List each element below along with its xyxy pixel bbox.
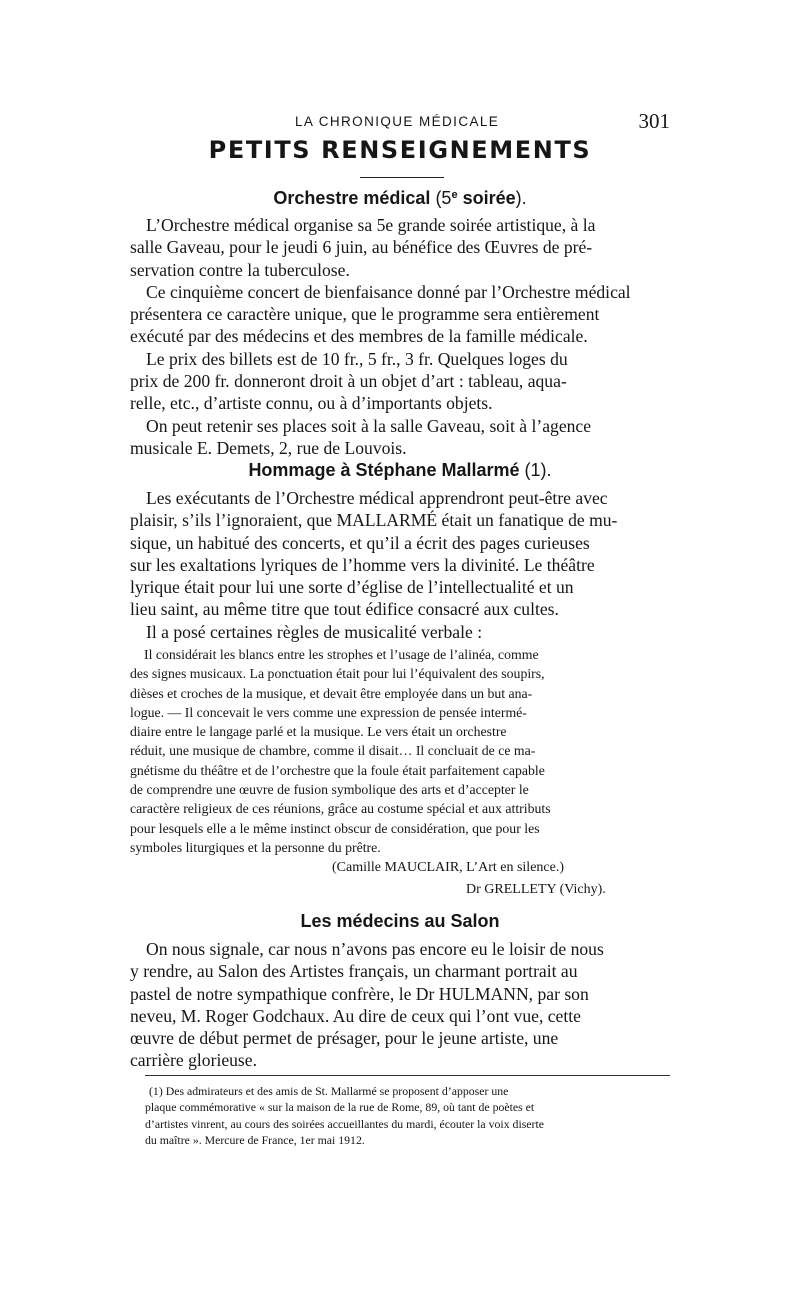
quote-line: Il considérait les blancs entre les strophes et l’usage de l’alinéa, comme [144,647,539,662]
quote-line: symboles liturgiques et la personne du prêtre. [130,839,381,855]
paragraph [130,621,670,643]
text-line: carrière glorieuse. [130,1050,257,1071]
section-body-salon [130,938,670,1072]
text-line: œuvre de début permet de présager, pour le jeune artiste, une [130,1028,559,1049]
text-line: relle, etc., d’artiste connu, ou à d’importants objets. [130,393,493,414]
page-number: 301 [638,109,670,133]
text-line: servation contre la tuberculose. [130,259,350,280]
footnote-reference: (1). [519,460,552,480]
footnote-line: du maître ». Mercure de France, 1er mai 1912. [145,1133,365,1148]
text-line: Les exécutants de l’Orchestre médical apprendront peut-être avec [146,488,608,508]
quote-citation: (Camille MAUCLAIR, L’Art en silence.) [332,860,564,875]
section-heading-salon [130,911,670,932]
text-line: salle Gaveau, pour le jeudi 6 juin, au bénéfice des Œuvres de pré- [130,237,593,258]
block-quote [130,645,670,857]
text-line: y rendre, au Salon des Artistes français, un charmant portrait au [130,961,578,982]
quote-line: caractère religieux de ces réunions, grâce au costume spécial et aux attributs [130,801,551,817]
title-rule [360,177,444,178]
text-line: pastel de notre sympathique confrère, le Dr HULMANN, par son [130,983,589,1004]
attribution [130,857,670,901]
text-line: sique, un habitué des concerts, et qu’il a écrit des pages curieuses [130,532,590,553]
text-line: présentera ce caractère unique, que le programme sera entièrement [130,304,600,325]
page-title: PETITS RENSEIGNEMENTS [208,136,592,164]
footnote [145,1083,670,1149]
text-line: On nous signale, car nous n’avons pas encore eu le loisir de nous [146,939,604,959]
paragraph [130,415,670,460]
text-line: Le prix des billets est de 10 fr., 5 fr., 3 fr. Quelques loges du [146,348,568,369]
text-line: L’Orchestre médical organise sa 5e grande soirée artistique, à la [146,215,596,235]
running-head [130,109,670,136]
quote-line: des signes musicaux. La ponctuation était pour lui l’équivalent des soupirs, [130,666,545,682]
running-title: LA CHRONIQUE MÉDICALE [295,114,500,129]
paragraph [130,348,670,415]
footnote-line: plaque commémorative « sur la maison de la rue de Rome, 89, où tant de poètes et [145,1100,535,1115]
text-line: lyrique était pour lui une sorte d’église de l’intellectualité et un [130,577,574,598]
text-line: neveu, M. Roger Godchaux. Au dire de ceux qui l’ont vue, cette [130,1005,581,1026]
quote-line: réduit, une musique de chambre, comme il disait… Il concluait de ce ma- [130,743,536,759]
text-line: lieu saint, au même titre que tout édifice consacré aux cultes. [130,599,559,620]
section-heading-mallarme [130,460,670,481]
text-line: exécuté par des médecins et des membres de la famille médicale. [130,326,588,347]
quote-line: de comprendre une œuvre de fusion symbolique des arts et d’accepter le [130,782,529,798]
text-line: Il a posé certaines règles de musicalité verbale : [146,621,483,642]
text-line: plaisir, s’ils l’ignoraient, que MALLARMÉ était un fanatique de mu- [130,510,618,531]
text-line: Ce cinquième concert de bienfaisance donné par l’Orchestre médical [146,281,631,302]
quote-line: dièses et croches de la musique, et devait être employée dans un but ana- [130,685,533,701]
quote-line: logue. — Il concevait le vers comme une expression de pensée intermé- [130,704,527,720]
text-line: sur les exaltations lyriques de l’homme vers la divinité. Le théâtre [130,554,595,575]
footnote-divider [145,1075,670,1076]
quote-line: diaire entre le langage parlé et la musique. Le vers était un orchestre [130,724,507,740]
quote-line: pour lesquels elle a le même instinct obscur de considération, que pour les [130,820,540,836]
author-signature: Dr GRELLETY (Vichy). [466,882,606,897]
section-heading-text: Orchestre médical [273,188,431,208]
text-line: prix de 200 fr. donneront droit à un objet d’art : tableau, aqua- [130,371,567,392]
paragraph [130,281,670,348]
section-body-orchestre [130,214,670,459]
text-line: On peut retenir ses places soit à la salle Gaveau, soit à l’agence [146,415,592,436]
footnote-line: d’artistes vinrent, au cours des soirées accueillantes du mardi, écouter la voix diserte [145,1116,544,1131]
footnote-line: (1) Des admirateurs et des amis de St. Mallarmé se proposent d’apposer une [149,1084,509,1098]
paragraph [130,487,670,621]
quote-line: gnétisme du théâtre et de l’orchestre que la foule était parfaitement capable [130,762,545,778]
section-body-mallarme [130,487,670,643]
section-heading-text: Les médecins au Salon [300,911,500,931]
section-heading-orchestre: Orchestre médical (5e soirée). [273,188,527,208]
paragraph [130,938,670,1072]
text-line: musicale E. Demets, 2, rue de Louvois. [130,437,407,458]
paragraph [130,214,670,281]
section-heading-text: Hommage à Stéphane Mallarmé [248,460,520,480]
